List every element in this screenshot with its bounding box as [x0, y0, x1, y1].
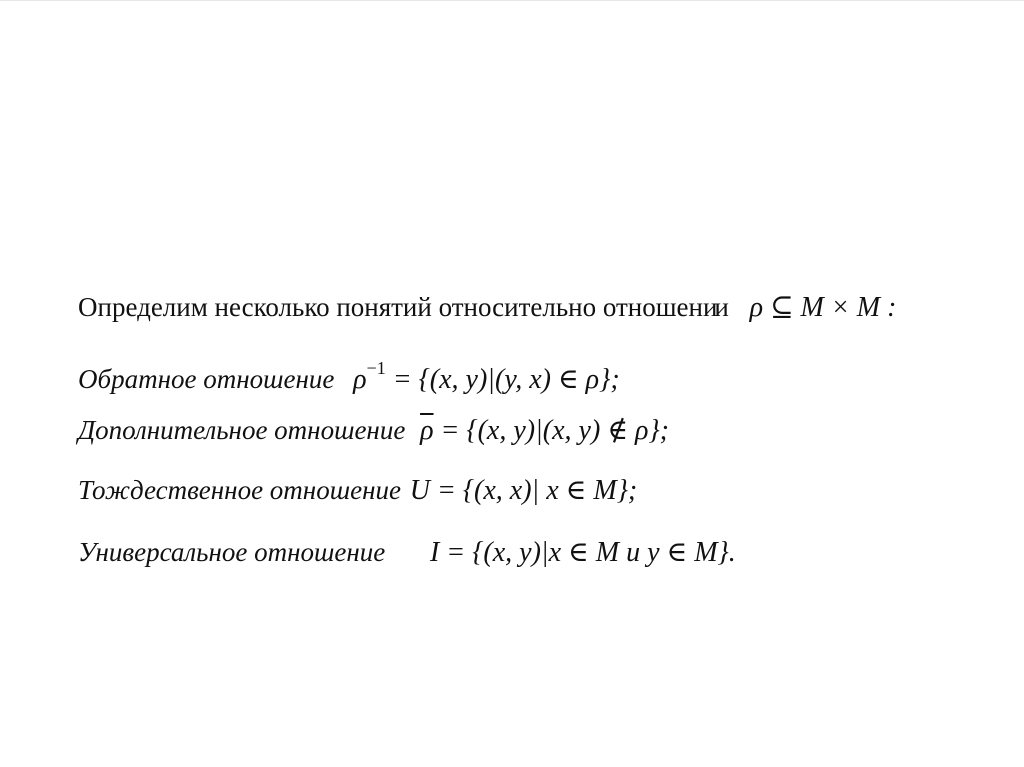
definition-formula	[410, 471, 638, 511]
intro-formula: ρ ⊆ M × M :	[749, 292, 897, 323]
slide-top-border	[0, 0, 1024, 1]
definition-formula	[430, 533, 736, 573]
formula-lhs: ρ	[353, 364, 367, 395]
definition-universal	[78, 532, 736, 573]
definition-name: Тождественное отношение	[78, 475, 401, 505]
formula-rhs: = {(x, x)| x ∈ M};	[436, 475, 638, 506]
definition-formula	[353, 348, 620, 400]
formula-lhs: $\overline{\rho}$	[420, 415, 434, 446]
definition-name: Дополнительное отношение	[78, 415, 406, 445]
definition-name: Обратное отношение	[78, 364, 335, 394]
formula-lhs: I	[429, 537, 440, 568]
definition-name: Универсальное отношение	[78, 537, 386, 567]
definition-complement	[78, 410, 669, 451]
intro-text: Определим несколько понятий относительно отношени	[78, 292, 718, 322]
definition-formula	[420, 411, 669, 451]
definition-inverse	[78, 348, 620, 400]
intro-line	[78, 287, 896, 328]
formula-rhs: = {(x, y)|(y, x) ∈ ρ};	[392, 364, 620, 395]
formula-rhs: = {(x, y)|(x, y) ∉ ρ};	[440, 415, 669, 446]
definition-identity	[78, 470, 637, 511]
formula-lhs: U	[409, 475, 430, 506]
formula-rhs: = {(x, y)|x ∈ M и y ∈ M}.	[446, 537, 736, 568]
formula-superscript: −1	[366, 358, 386, 378]
intro-text-suffix: и	[714, 292, 729, 322]
